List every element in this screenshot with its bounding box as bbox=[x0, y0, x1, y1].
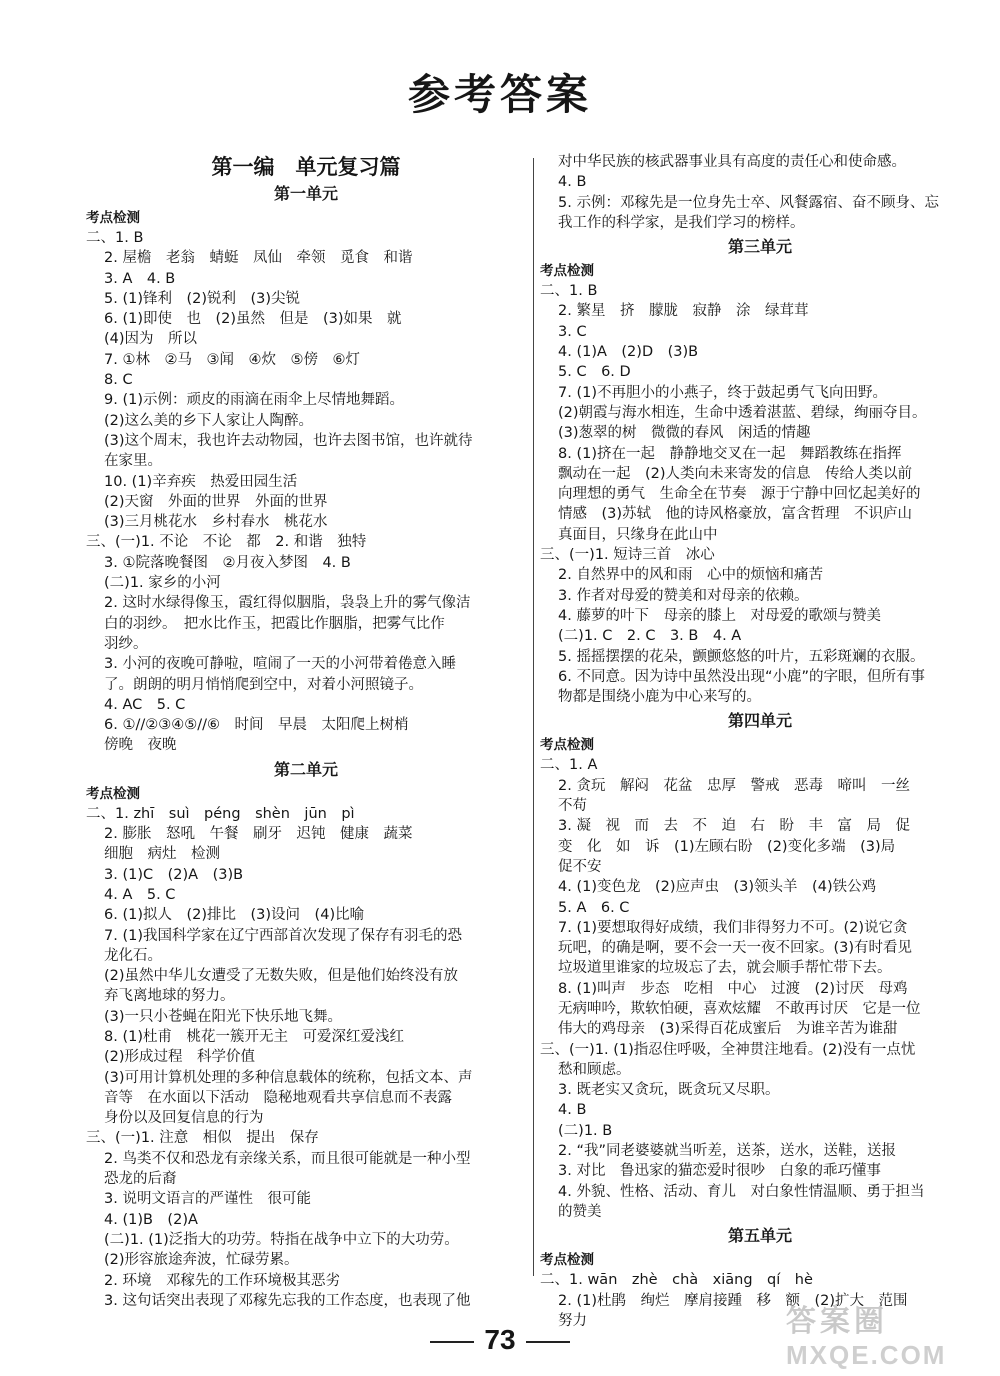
page-title: 参考答案 bbox=[407, 70, 592, 119]
answer-line: (3)葱翠的树 微微的春风 闲适的情趣 bbox=[558, 425, 811, 442]
answer-line: 三、(一)1. (1)指忍住呼吸，全神贯注地看。(2)没有一点忧 bbox=[540, 1041, 916, 1058]
answer-line: 二、1. wān zhè chà xiāng qí hè bbox=[540, 1272, 813, 1289]
unit-title: 第五单元 bbox=[727, 1226, 792, 1246]
answer-line: (2)形成过程 科学价值 bbox=[104, 1049, 256, 1066]
answer-line: 的赞美 bbox=[558, 1203, 602, 1220]
answer-line: 飘动在一起 (2)人类向未来寄发的信息 传给人类以前 bbox=[558, 465, 913, 482]
answer-line: (3)可用计算机处理的多种信息载体的统称，包括文本、声 bbox=[104, 1069, 473, 1086]
section-label: 考点检测 bbox=[540, 1252, 594, 1269]
answer-line: 6. 不同意。因为诗中虽然没出现“小鹿”的字眼，但所有事 bbox=[558, 668, 925, 685]
answer-line: 恐龙的后裔 bbox=[104, 1171, 177, 1188]
answer-line: 三、(一)1. 不论 不论 都 2. 和谐 独特 bbox=[86, 534, 367, 551]
answer-line: 二、1. zhī suì péng shèn jūn pì bbox=[86, 805, 355, 822]
answer-line: 物都是围绕小鹿为中心来写的。 bbox=[558, 689, 761, 706]
answer-line: 4. (1)B (2)A bbox=[104, 1211, 198, 1228]
answer-line: 三、(一)1. 短诗三首 冰心 bbox=[540, 547, 715, 564]
answer-line: 4. B bbox=[558, 1102, 587, 1119]
section-label: 考点检测 bbox=[86, 210, 140, 226]
answer-line: 2. 这时水绿得像玉，霞红得似胭脂，袅袅上升的雾气像洁 bbox=[104, 595, 471, 612]
page-number-value: 73 bbox=[484, 1324, 516, 1355]
answer-line: 玩吧，的确是啊，要不会一天一夜不回家。(3)有时看见 bbox=[558, 940, 913, 957]
answer-line: (2)天窗 外面的世界 外面的世界 bbox=[104, 493, 328, 510]
answer-line: 3. ①院落晚餐图 ②月夜入梦图 4. B bbox=[104, 554, 351, 571]
answer-line: 2. 繁星 挤 朦胧 寂静 涂 绿茸茸 bbox=[558, 303, 809, 320]
answer-line: 白的羽纱。 把水比作玉，把霞比作胭脂，把雾气比作 bbox=[104, 615, 445, 632]
answer-line: 9. (1)示例：顽皮的雨滴在雨伞上尽情地舞蹈。 bbox=[104, 392, 404, 409]
unit-title: 第二单元 bbox=[273, 759, 338, 779]
watermark-mark: 答案圈 bbox=[786, 1304, 888, 1339]
answer-line: 4. A 5. C bbox=[104, 886, 176, 903]
answer-line: 3. 小河的夜晚可静啦，喧闹了一天的小河带着倦意入睡 bbox=[104, 656, 456, 673]
answer-line: 4. 藤萝的叶下 母亲的膝上 对母爱的歌颂与赞美 bbox=[558, 607, 881, 624]
right-column bbox=[540, 152, 980, 1331]
section-label: 考点检测 bbox=[540, 737, 594, 754]
answer-line: (3)一只小苍蝇在阳光下快乐地飞舞。 bbox=[104, 1008, 343, 1025]
answer-line: 音等 在水面以下活动 隐秘地观看共享信息而不表露 bbox=[104, 1089, 452, 1106]
answer-line: 垃圾道里谁家的垃圾忘了去，就会顺手帮忙带下去。 bbox=[558, 960, 892, 977]
answer-line: 2. 贪玩 解闷 花盆 忠厚 警戒 恶毒 啼叫 一丝 bbox=[558, 777, 910, 794]
answer-line: (二)1. C 2. C 3. B 4. A bbox=[558, 628, 742, 645]
answer-line: 3. 这句话突出表现了邓稼先忘我的工作态度，也表现了他 bbox=[104, 1292, 471, 1309]
answer-line: 二、1. B bbox=[540, 283, 598, 300]
answer-line: 龙化石。 bbox=[104, 947, 162, 964]
answer-line: 7. (1)要想取得好成绩，我们非得努力不可。(2)说它贪 bbox=[558, 919, 908, 936]
answer-line: 伟大的鸡母亲 (3)采得百花成蜜后 为谁辛苦为谁甜 bbox=[558, 1021, 898, 1038]
answer-line: 弃飞离地球的努力。 bbox=[104, 988, 235, 1005]
page-number-dash-left bbox=[430, 1341, 474, 1343]
watermark bbox=[786, 1296, 996, 1372]
answer-line: 2. 膨胀 怒吼 午餐 刷牙 迟钝 健康 蔬菜 bbox=[104, 826, 413, 843]
answer-line: 3. 作者对母爱的赞美和对母亲的依赖。 bbox=[558, 587, 809, 604]
answer-line: (2)这么美的乡下人家让人陶醉。 bbox=[104, 412, 314, 429]
answer-line: 努力 bbox=[558, 1312, 587, 1329]
part-title: 第一编 单元复习篇 bbox=[211, 154, 401, 179]
answer-line: 4. 外貌、性格、活动、育儿 对白象性情温顺、勇于担当 bbox=[558, 1183, 925, 1200]
answer-line: 6. (1)即使 也 (2)虽然 但是 (3)如果 就 bbox=[104, 311, 402, 328]
answer-line: 2. 屋檐 老翁 蜻蜓 凤仙 牵领 觅食 和谐 bbox=[104, 250, 413, 267]
section-label: 考点检测 bbox=[86, 785, 140, 802]
answer-line: 3. (1)C (2)A (3)B bbox=[104, 866, 244, 883]
answer-line: 细胞 病灶 检测 bbox=[104, 846, 220, 863]
answer-line: (2)形容旅途奔波，忙碌劳累。 bbox=[104, 1252, 299, 1269]
answer-line: 变 化 如 诉 (1)左顾右盼 (2)变化多端 (3)局 bbox=[558, 838, 896, 855]
answer-line: 2. (1)杜鹃 绚烂 摩肩接踵 移 额 (2)扩大 范围 bbox=[558, 1292, 908, 1309]
answer-line: (二)1. 家乡的小河 bbox=[104, 575, 221, 592]
answer-line: (3)这个周末，我也许去动物园，也许去图书馆，也许就待 bbox=[104, 432, 473, 449]
answer-line: (2)朝霞与海水相连，生命中透着湛蓝、碧绿，绚丽夺目。 bbox=[558, 404, 927, 421]
answer-line: 4. (1)A (2)D (3)B bbox=[558, 344, 699, 361]
answer-line: 7. (1)不再胆小的小燕子，终于鼓起勇气飞向田野。 bbox=[558, 384, 887, 401]
answer-line: 3. 既老实又贪玩，既贪玩又尽职。 bbox=[558, 1082, 780, 1099]
answer-line: 10. (1)辛弃疾 热爱田园生活 bbox=[104, 473, 298, 490]
answer-line: 3. C bbox=[558, 323, 587, 340]
answer-line: 2. 自然界中的风和雨 心中的烦恼和痛苦 bbox=[558, 567, 823, 584]
answer-line: 3. A 4. B bbox=[104, 270, 176, 287]
answer-line: 愁和顾虑。 bbox=[558, 1061, 631, 1078]
answer-line: 三、(一)1. 注意 相似 提出 保存 bbox=[86, 1130, 319, 1147]
answer-line: 无病呻吟，欺软怕硬，喜欢炫耀 不敢再讨厌 它是一位 bbox=[558, 1000, 921, 1017]
answer-line: 了。朗朗的明月悄悄爬到空中，对着小河照镜子。 bbox=[104, 676, 423, 693]
answer-line: 8. (1)杜甫 桃花一簇开无主 可爱深红爱浅红 bbox=[104, 1028, 404, 1045]
answer-line: (4)因为 所以 bbox=[104, 331, 198, 348]
unit-title: 第四单元 bbox=[727, 711, 792, 731]
watermark-url: MXQE.COM bbox=[786, 1340, 947, 1370]
answer-line: 2. 环境 邓稼先的工作环境极其恶劣 bbox=[104, 1272, 340, 1289]
answer-line: 在家里。 bbox=[104, 453, 162, 470]
answer-line: 8. (1)挤在一起 静静地交叉在一起 舞蹈教练在指挥 bbox=[558, 445, 902, 462]
answer-line: 2. “我”同老婆婆就当听差，送茶，送水，送鞋，送报 bbox=[558, 1143, 896, 1160]
answer-line: (2)虽然中华儿女遭受了无数失败，但是他们始终没有放 bbox=[104, 968, 459, 985]
answer-line: 7. (1)我国科学家在辽宁西部首次发现了保存有羽毛的恐 bbox=[104, 927, 462, 944]
answer-line: 4. (1)变色龙 (2)应声虫 (3)领头羊 (4)铁公鸡 bbox=[558, 879, 877, 896]
answer-line: 我工作的科学家，是我们学习的榜样。 bbox=[558, 214, 805, 231]
unit-title: 第三单元 bbox=[727, 237, 792, 257]
answer-line: (二)1. B bbox=[558, 1122, 613, 1139]
answer-line: 5. A 6. C bbox=[558, 899, 630, 916]
answer-line: 3. 凝 视 而 去 不 迫 右 盼 丰 富 局 促 bbox=[558, 818, 910, 835]
page-number-dash-right bbox=[526, 1341, 570, 1343]
answer-line: 促不安 bbox=[558, 858, 602, 875]
answer-line: 傍晚 夜晚 bbox=[104, 737, 177, 754]
section-label: 考点检测 bbox=[540, 263, 594, 280]
answer-line: 对中华民族的核武器事业具有高度的责任心和使命感。 bbox=[558, 154, 906, 170]
column-divider bbox=[533, 158, 534, 1276]
answer-line: 3. 说明文语言的严谨性 很可能 bbox=[104, 1191, 311, 1208]
answer-line: 4. B bbox=[558, 174, 587, 191]
answer-line: 5. (1)锋利 (2)锐利 (3)尖锐 bbox=[104, 290, 301, 307]
answer-line: 羽纱。 bbox=[104, 635, 148, 652]
answer-line: 二、1. B bbox=[86, 230, 144, 246]
answer-line: 4. AC 5. C bbox=[104, 696, 186, 713]
answer-line: 不苟 bbox=[558, 798, 587, 815]
answer-line: (3)三月桃花水 乡村春水 桃花水 bbox=[104, 514, 328, 531]
answer-line: 真面目，只缘身在此山中 bbox=[558, 526, 718, 543]
answer-line: 情感 (3)苏轼 他的诗风格豪放，富含哲理 不识庐山 bbox=[558, 506, 913, 523]
answer-line: (二)1. (1)泛指大的功劳。特指在战争中立下的大功劳。 bbox=[104, 1231, 459, 1248]
answer-line: 6. (1)拟人 (2)排比 (3)设问 (4)比喻 bbox=[104, 907, 365, 924]
answer-line: 7. ①林 ②马 ③闻 ④炊 ⑤傍 ⑥灯 bbox=[104, 351, 360, 368]
unit-title: 第一单元 bbox=[273, 184, 338, 203]
answer-line: 8. C bbox=[104, 372, 133, 389]
left-column bbox=[86, 150, 526, 1311]
answer-line: 二、1. A bbox=[540, 757, 598, 774]
answer-line: 向理想的勇气 生命全在节奏 源于宁静中回忆起美好的 bbox=[558, 486, 921, 503]
answer-line: 2. 鸟类不仅和恐龙有亲缘关系，而且很可能就是一种小型 bbox=[104, 1150, 471, 1167]
answer-line: 8. (1)叫声 步态 吃相 中心 过渡 (2)讨厌 母鸡 bbox=[558, 980, 908, 997]
answer-line: 身份以及回复信息的行为 bbox=[104, 1110, 264, 1127]
answer-line: 5. C 6. D bbox=[558, 364, 631, 381]
answer-line: 5. 摇摇摆摆的花朵，颤颤悠悠的叶片，五彩斑斓的衣服。 bbox=[558, 648, 925, 665]
answer-line: 3. 对比 鲁迅家的猫恋爱时很吵 白象的乖巧懂事 bbox=[558, 1163, 881, 1180]
answer-line: 5. 示例：邓稼先是一位身先士卒、风餐露宿、奋不顾身、忘 bbox=[558, 194, 939, 211]
answer-line: 6. ①//②③④⑤//⑥ 时间 早晨 太阳爬上树梢 bbox=[104, 717, 409, 734]
